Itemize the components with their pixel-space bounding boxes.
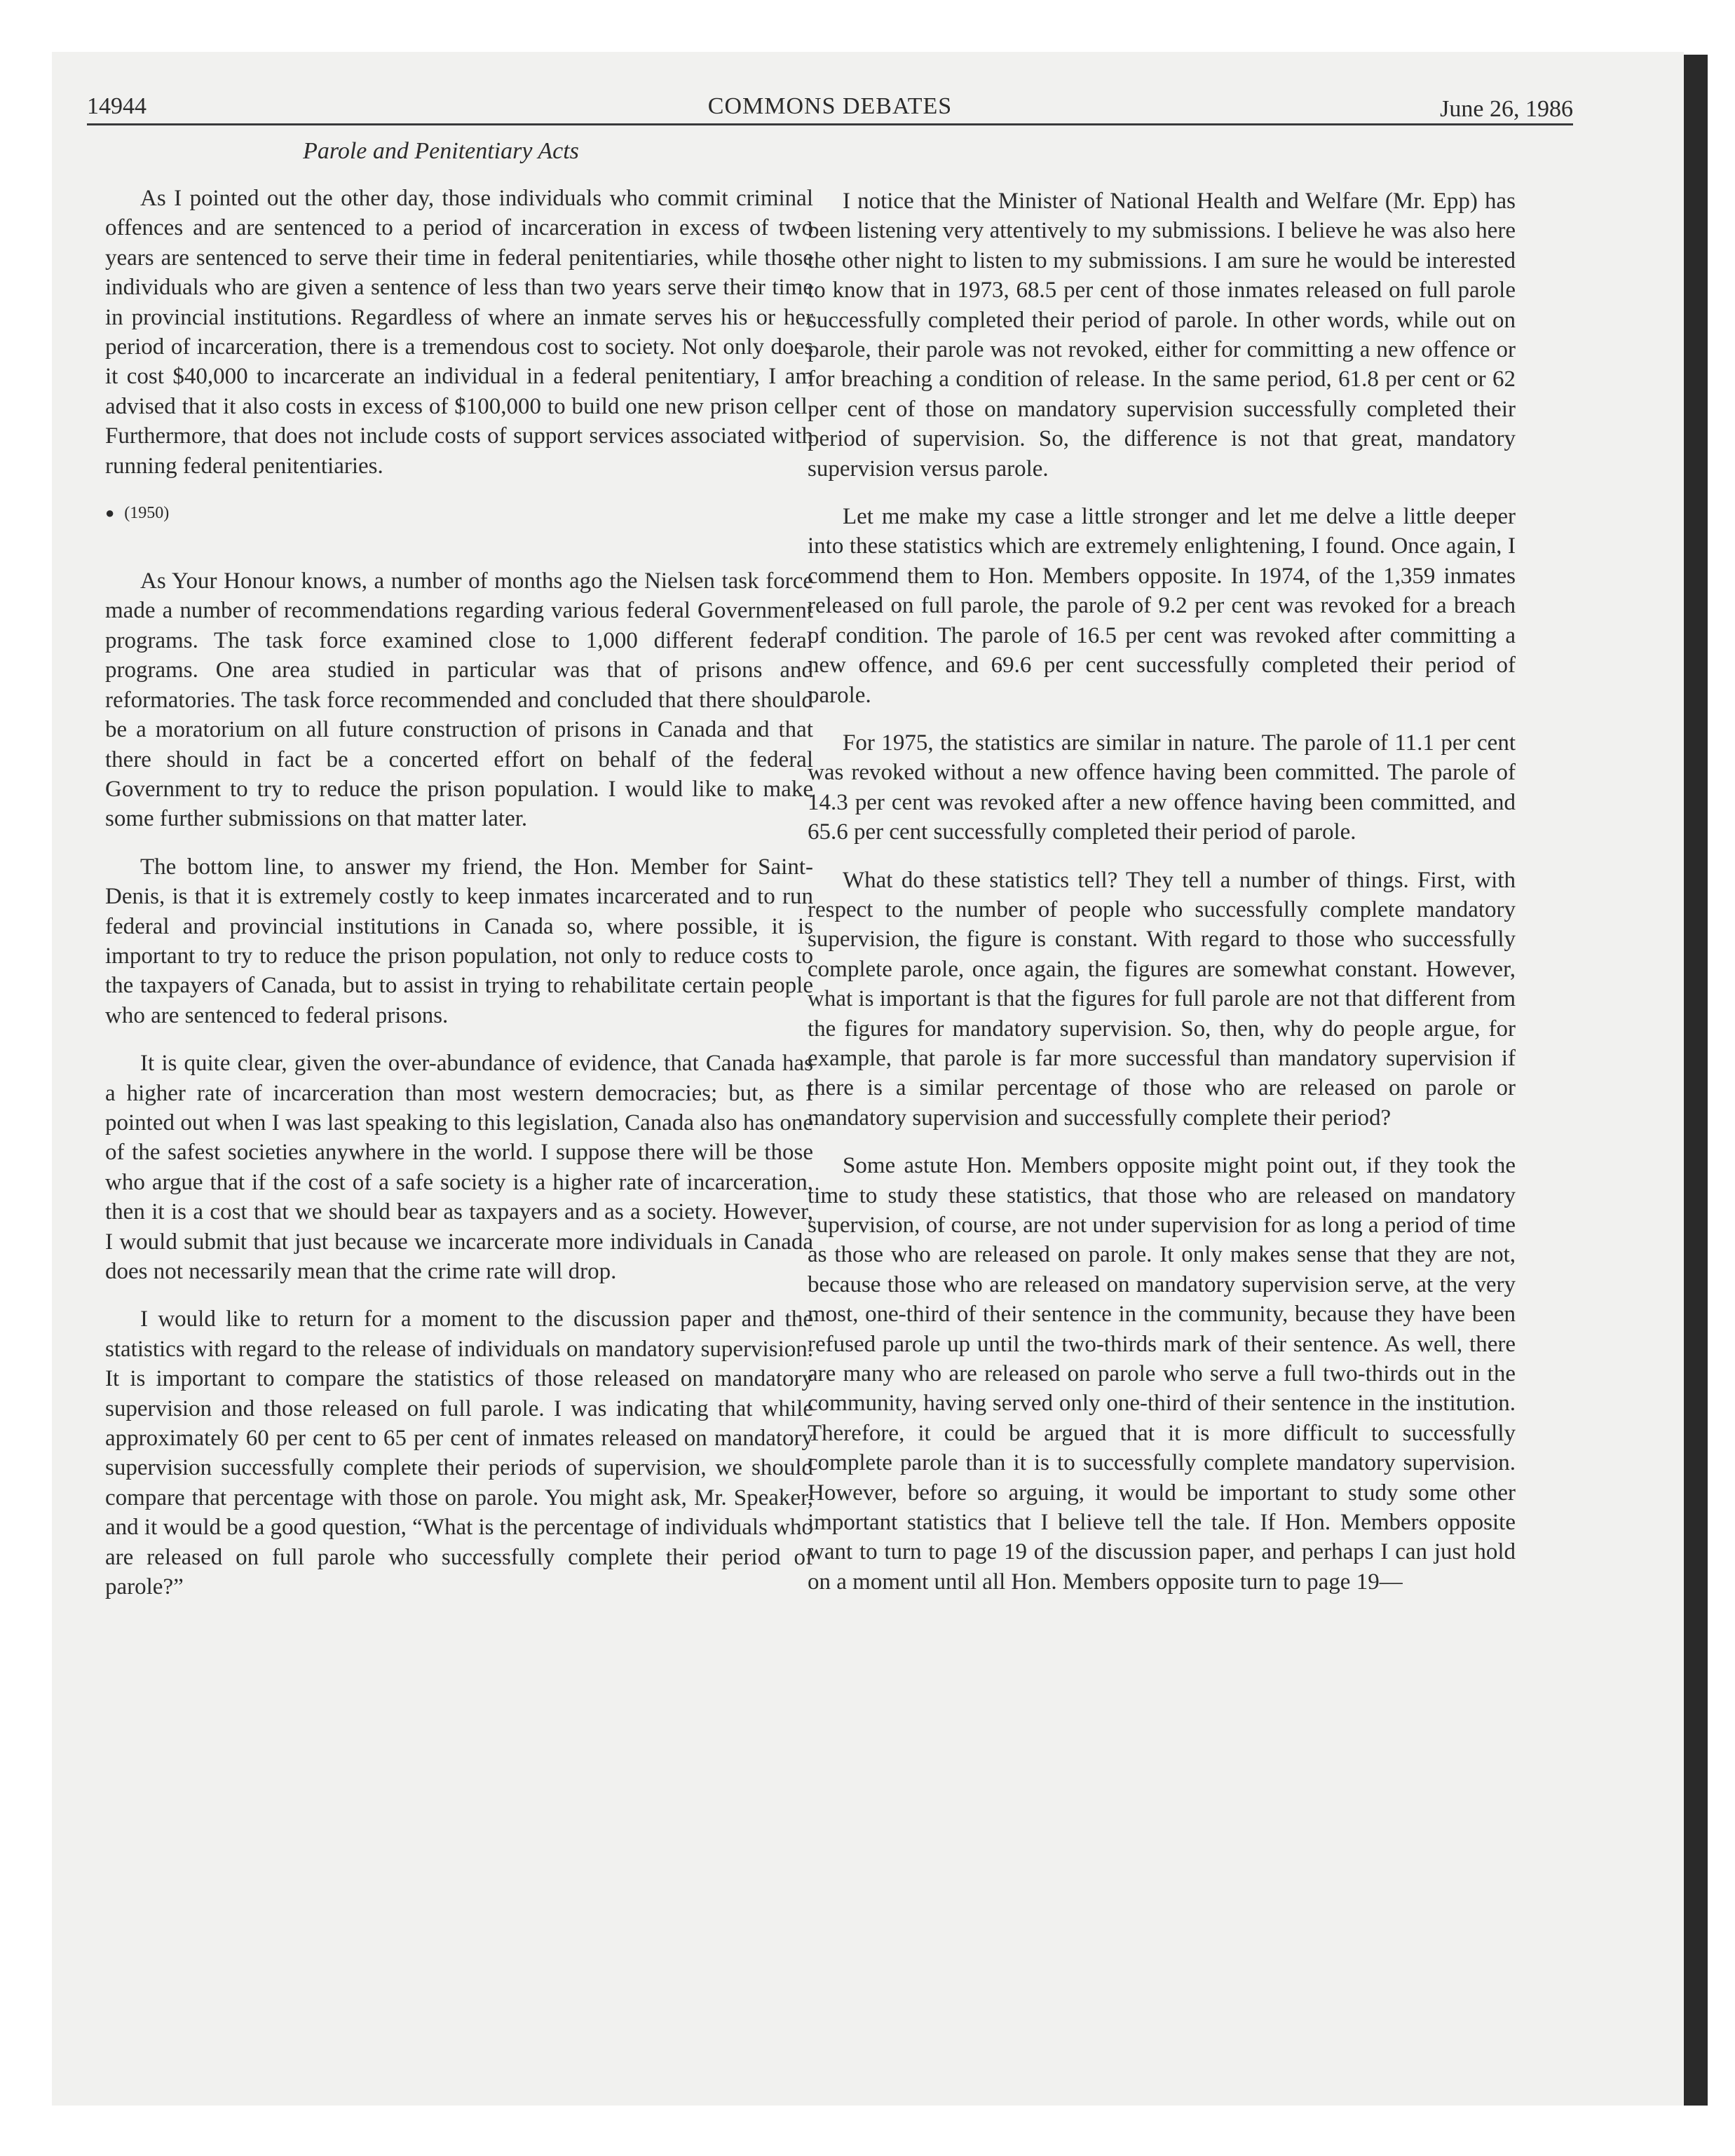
time-marker-text: (1950) <box>124 504 170 523</box>
bullet-icon: ● <box>105 504 115 522</box>
running-head: Parole and Penitentiary Acts <box>303 138 579 164</box>
right-column <box>808 186 1516 1615</box>
page-number: 14944 <box>87 93 147 119</box>
publication-date: June 26, 1986 <box>1440 96 1573 122</box>
journal-title: COMMONS DEBATES <box>707 93 953 119</box>
paragraph: Let me make my case a little stronger and let me delve a little deeper into these statistics which are extremely enlightening, I found. Once again, I commend them to Hon. Members opposite. In 1974, of the 1,359 inmates released on full parole, the parole of 9.2 per cent was revoked for a breach of condition. The parole of 16.5 per cent was revoked after committing a new offence, and 69.6 per cent successfully completed their period of parole. <box>808 504 1516 708</box>
paragraph: What do these statistics tell? They tell a number of things. First, with respect to the number of people who successfully complete mandatory supervision, the figure is constant. With regard to those who successfully complete parole, once again, the figures are somewhat constant. However, what is important is that the figures for full parole are not that different from the figures for mandatory supervision. So, then, why do people argue, for example, that parole is far more successful than mandatory supervision if there is a similar percentage of those who are released on parole or mandatory supervision and successfully complete their period? <box>808 867 1516 1131</box>
paragraph: Some astute Hon. Members opposite might point out, if they took the time to study these statistics, that those who are released on mandatory supervision, of course, are not under supervision for as long a period of time as those who are released on parole. It only makes sense that they are not, because those who are released on mandatory supervision serve, at the very most, one-third of their sentence in the community, because they have been refused parole up until the two-thirds mark of their sentence. As well, there are many who are released on parole who serve a full two-thirds out in the community, having served only one-third of their sentence in the institution. Therefore, it could be argued that it is more difficult to successfully complete parole than it is to successfully complete mandatory supervision. However, before so arguing, it would be important to study some other important statistics that I believe tell the tale. If Hon. Members opposite want to turn to page 19 of the discussion paper, and perhaps I can just hold on a moment until all Hon. Members opposite turn to page 19— <box>808 1153 1516 1595</box>
paragraph: As Your Honour knows, a number of months ago the Nielsen task force made a number of recommendations regarding various federal Government programs. The task force examined close to 1,000 different federal programs. One area studied in particular was that of prisons and reformatories. The task force recommended and concluded that there should be a moratorium on all future construction of prisons in Canada and that there should in fact be a concerted effort on behalf of the federal Government to try to reduce the prison population. I would like to make some further submissions on that matter later. <box>105 568 813 832</box>
paragraph: I notice that the Minister of National Health and Welfare (Mr. Epp) has been listening very attentively to my submissions. I believe he was also here the other night to listen to my submissions. I am sure he would be interested to know that in 1973, 68.5 per cent of those inmates released on full parole successfully completed their period of parole. In other words, while out on parole, their parole was not revoked, either for committing a new offence or for breaching a condition of release. In the same period, 61.8 per cent or 62 per cent of those on mandatory supervision successfully completed their period of supervision. So, the difference is not that great, mandatory supervision versus parole. <box>808 189 1516 482</box>
page-header <box>87 91 1573 122</box>
paragraph: I would like to return for a moment to the discussion paper and the statistics with regard to the release of individuals on mandatory supervision. It is important to compare the statistics of those released on mandatory supervision and those released on full parole. I was indicating that while approximately 60 per cent to 65 per cent of inmates released on mandatory supervision successfully complete their periods of supervision, we should compare that percentage with those on parole. You might ask, Mr. Speaker, and it would be a good question, “What is the percentage of individuals who are released on full parole who successfully complete their period of parole?” <box>105 1306 813 1600</box>
paragraph: For 1975, the statistics are similar in nature. The parole of 11.1 per cent was revoked without a new offence having been committed. The parole of 14.3 per cent was revoked after a new offence having been committed, and 65.6 per cent successfully completed their period of parole. <box>808 730 1516 845</box>
paragraph: As I pointed out the other day, those individuals who commit criminal offences and are sentenced to a period of incarceration in excess of two years are sentenced to serve their time in federal penitentiaries, while those individuals who are given a sentence of less than two years serve their time in provincial institutions. Regardless of where an inmate serves his or her period of incarceration, there is a tremendous cost to society. Not only does it cost $40,000 to incarcerate an individual in a federal penitentiary, I am advised that it also costs in excess of $100,000 to build one new prison cell. Furthermore, that does not include costs of support services associated with running federal penitentiaries. <box>105 186 813 479</box>
time-marker <box>105 499 813 527</box>
binding-shadow <box>1684 55 1708 2106</box>
paragraph: The bottom line, to answer my friend, the Hon. Member for Saint-Denis, is that it is extremely costly to keep inmates incarcerated and to run federal and provincial institutions in Canada so, where possible, it is important to try to reduce the prison population, not only to reduce costs to the taxpayers of Canada, but to assist in trying to rehabilitate certain people who are sentenced to federal prisons. <box>105 854 813 1028</box>
left-column <box>105 184 813 1620</box>
paragraph: It is quite clear, given the over-abundance of evidence, that Canada has a higher rate of incarceration than most western democracies; but, as I pointed out when I was last speaking to this legislation, Canada also has one of the safest societies anywhere in the world. I suppose there will be those who argue that if the cost of a safe society is a higher rate of incarceration, then it is a cost that we should bear as taxpayers and as a society. However, I would submit that just because we incarcerate more individuals in Canada does not necessarily mean that the crime rate will drop. <box>105 1051 813 1284</box>
header-rule <box>87 123 1573 125</box>
